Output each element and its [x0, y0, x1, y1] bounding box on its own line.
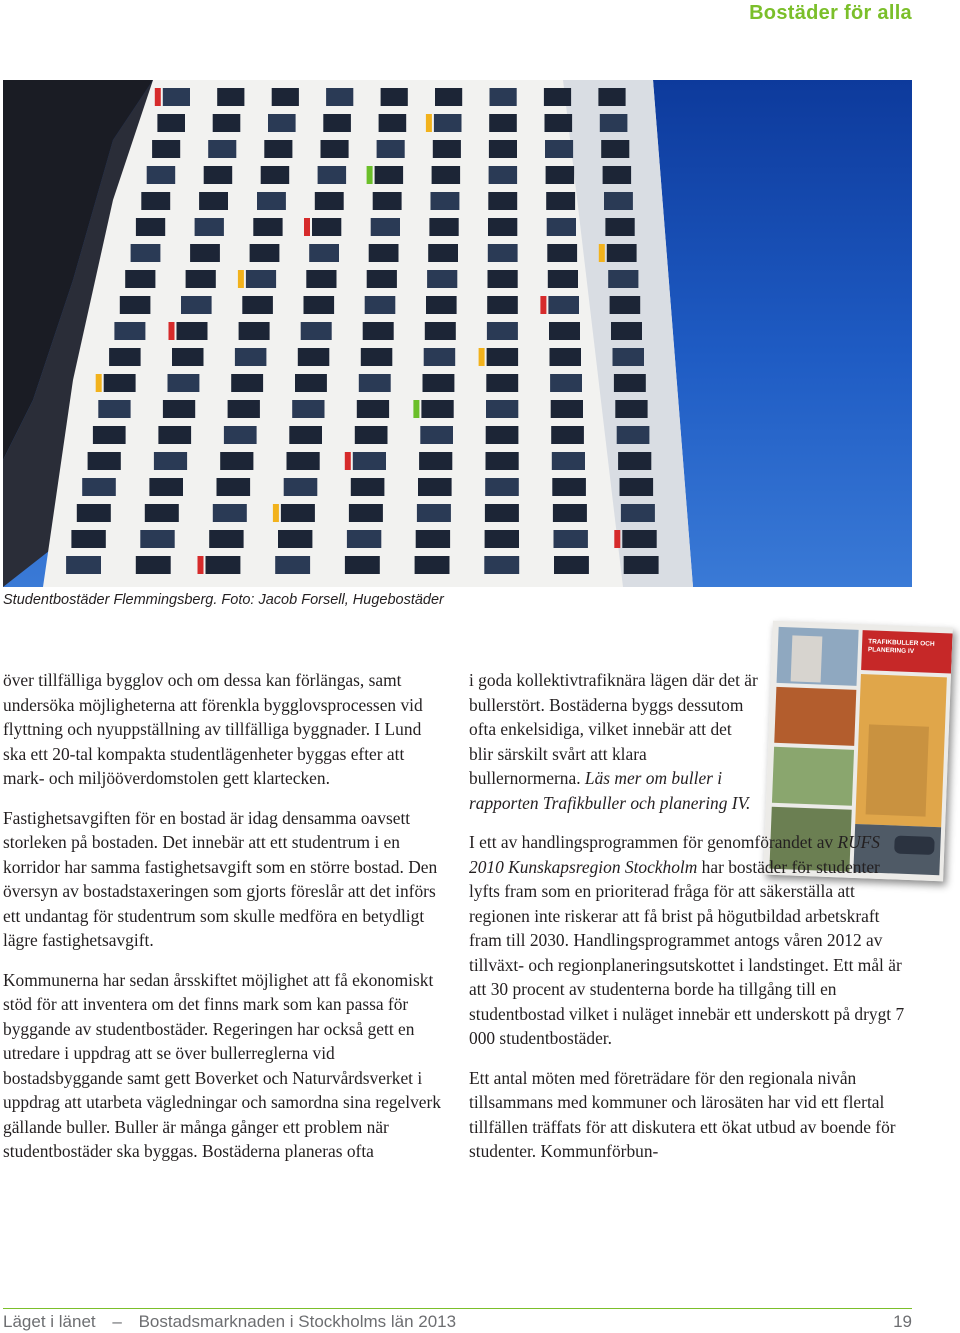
- right-paragraph-3: Ett antal möten med företrädare för den regionala nivån tillsammans med kommuner och lärosäten har vid ett flertal tillfällen träffats för att diskutera ett ökat utbud av boende för studenter. Kommunförbun-: [469, 1067, 896, 1161]
- section-title: Bostäder för alla: [749, 2, 912, 24]
- footer-publication-line: [3, 1312, 456, 1332]
- right-paragraph-1-text: i goda kollektivtrafiknära lägen där det är bullerstört. Bostäderna byggs dessutom ofta enkelsidiga, vilket innebär att det blir särskilt svårt att klara bullernormerna.: [469, 670, 758, 788]
- right-column: [469, 668, 909, 1179]
- rufs-reference: RUFS 2010 Kunskapsregion Stockholm: [469, 832, 880, 877]
- right-paragraph-1: [469, 668, 759, 815]
- report-reference-link[interactable]: Läs mer om buller i rapporten Trafikbuller och planering IV.: [469, 768, 751, 813]
- left-paragraph-3: Kommunerna har sedan årsskiftet möjlighet att få ekonomiskt stöd för att inventera om det finns mark som kan passa för byggande av studentbostäder. Regeringen har också gett en utredare i uppdrag att se över bullerreglerna vid bostadsbyggande samt gett Boverket och Naturvårdsverket i uppdrag att utarbeta vägledningar och samordna sina regelverk gällande buller. Buller är många gånger ett problem när studentbostäder ska byggas. Bostäderna planeras ofta: [3, 969, 441, 1161]
- photo-caption: Studentbostäder Flemmingsberg. Foto: Jacob Forsell, Hugebostäder: [3, 592, 444, 608]
- footer-report-title: Bostadsmarknaden i Stockholms län 2013: [138, 1312, 457, 1331]
- left-column: [3, 668, 441, 1179]
- page-footer: [3, 1308, 912, 1331]
- building-photo: [3, 80, 912, 587]
- right-paragraph-2-a: I ett av handlingsprogrammen för genomförandet av: [469, 832, 838, 852]
- page-number: 19: [893, 1312, 912, 1331]
- footer-publication: Läget i länet: [3, 1312, 96, 1331]
- footer-separator: –: [112, 1312, 122, 1331]
- right-paragraph-2-b: har bostäder för studenter lyfts fram som en prioriterad fråga för att säkerställa att regionen inte riskerar att få brist på högutbildad arbetskraft fram till 2030. Handlingsprogrammet antogs våren 2012 av tillväxt- och regionplaneringsutskottet i landstinget. Ett mål är att 30 procent av studenterna borde ha tillgång till en studentbostad vilket i nuläget innebär ett underskott på drygt 7 000 studentbostäder.: [469, 856, 905, 1048]
- left-paragraph-2: Fastighetsavgiften för en bostad är idag densamma oavsett storleken på bostaden. Det innebär att ett studentrum i en korridor har samma fastighetsavgift som en större bostad. Den översyn av bostadstaxeringen som gjorts föreslår att det införs ett undantag för studentrum som skulle medföra en betydligt lägre fastighetsavgift.: [3, 807, 438, 950]
- left-paragraph-1: över tillfälliga bygglov och om dessa kan förlängas, samt undersöka möjligheterna att förenkla bygglovsprocessen vid flyttning och nyuppställning av tillfälliga byggnader. I Lund ska ett 20-tal kompakta studentlägenheter byggas efter att mark- och miljööverdomstolen gett klartecken.: [3, 670, 423, 788]
- right-paragraph-2: [469, 830, 909, 1051]
- report-cover-title: TRAFIKBULLER OCH PLANERING IV: [867, 638, 935, 656]
